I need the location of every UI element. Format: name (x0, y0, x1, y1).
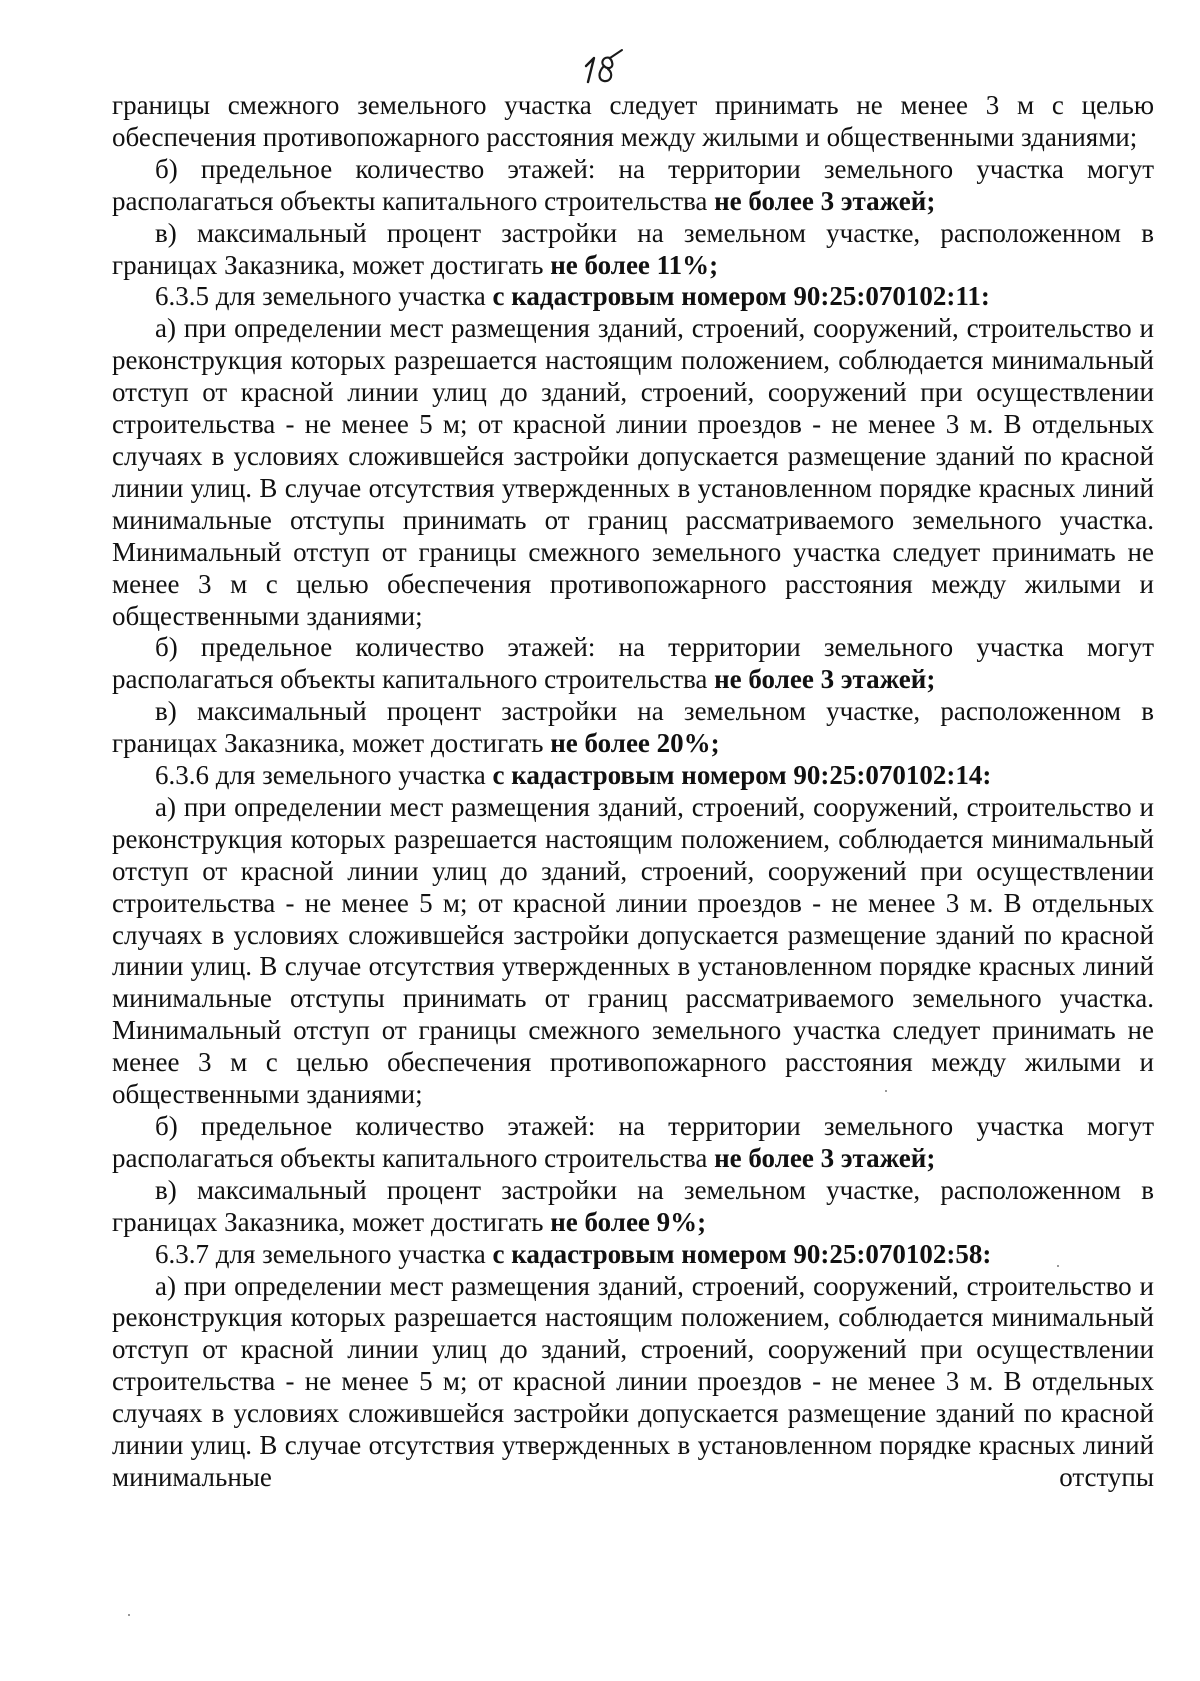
bold-text-run: не более 3 этажей; (714, 185, 936, 216)
text-run: в) максимальный процент застройки на земельном участке, расположенном в границах Заказника, может достигать (112, 696, 1154, 759)
text-run: а) при определении мест размещения зданий, строений, сооружений, строительство и реконструкция которых разрешается настоящим положением, соблюдается минимальный отступ от красной линии улиц до зданий, строений, сооружений при осуществлении строительства - не менее 5 м; от красной линии проездов - не менее 3 м. В отдельных случаях в условиях сложившейся застройки допускается размещение зданий по красной линии улиц. В случае отсутствия утвержденных в установленном порядке красных линий минимальные отступы принимать от границ рассматриваемого земельного участка. Минимальный отступ от границы смежного земельного участка следует принимать не менее 3 м с целью обеспечения противопожарного расстояния между жилыми и общественными зданиями; (112, 791, 1154, 1110)
paragraph (112, 696, 1154, 760)
scan-speck (128, 1614, 130, 1616)
paragraph (112, 281, 1154, 313)
paragraph (112, 1271, 1154, 1494)
paragraph (112, 792, 1154, 1111)
bold-text-run: с кадастровым номером 90:25:070102:11: (492, 281, 990, 312)
scan-speck (1057, 1265, 1059, 1267)
bold-text-run: с кадастровым номером 90:25:070102:14: (492, 760, 992, 791)
paragraph (112, 1175, 1154, 1239)
text-run: границы смежного земельного участка следует принимать не менее 3 м с целью обеспечения противопожарного расстояния между жилыми и общественными зданиями; (112, 90, 1154, 152)
text-run: 6.3.7 для земельного участка (155, 1238, 493, 1269)
handwritten-page-number (574, 44, 634, 88)
page-number (574, 44, 634, 88)
text-run: в) максимальный процент застройки на земельном участке, расположенном в границах Заказника, может достигать (112, 217, 1154, 280)
paragraph (112, 760, 1154, 792)
text-run: а) при определении мест размещения зданий, строений, сооружений, строительство и реконструкция которых разрешается настоящим положением, соблюдается минимальный отступ от красной линии улиц до зданий, строений, сооружений при осуществлении строительства - не менее 5 м; от красной линии проездов - не менее 3 м. В отдельных случаях в условиях сложившейся застройки допускается размещение зданий по красной линии улиц. В случае отсутствия утвержденных в установленном порядке красных линий минимальные отступы принимать от границ рассматриваемого земельного участка. Минимальный отступ от границы смежного земельного участка следует принимать не менее 3 м с целью обеспечения противопожарного расстояния между жилыми и общественными зданиями; (112, 313, 1154, 631)
paragraph (112, 90, 1154, 154)
bold-text-run: не более 3 этажей; (714, 1142, 936, 1173)
text-run: в) максимальный процент застройки на земельном участке, расположенном в границах Заказника, может достигать (112, 1174, 1154, 1237)
text-run: 6.3.5 для земельного участка (155, 281, 493, 312)
paragraph (112, 218, 1154, 282)
paragraph (112, 1239, 1154, 1271)
bold-text-run: с кадастровым номером 90:25:070102:58: (492, 1238, 992, 1269)
bold-text-run: не более 9%; (550, 1206, 707, 1237)
text-run: б) предельное количество этажей: на территории земельного участка могут располагаться объекты капитального строительства (112, 1111, 1154, 1173)
paragraph (112, 632, 1154, 696)
scan-speck (885, 1090, 887, 1092)
paragraph (112, 1111, 1154, 1175)
bold-text-run: не более 11%; (550, 249, 719, 280)
text-run: а) при определении мест размещения зданий, строений, сооружений, строительство и реконструкция которых разрешается настоящим положением, соблюдается минимальный отступ от красной линии улиц до зданий, строений, сооружений при осуществлении строительства - не менее 5 м; от красной линии проездов - не менее 3 м. В отдельных случаях в условиях сложившейся застройки допускается размещение зданий по красной линии улиц. В случае отсутствия утвержденных в установленном порядке красных линий минимальные отступы (112, 1270, 1154, 1492)
paragraph (112, 154, 1154, 218)
text-run: б) предельное количество этажей: на территории земельного участка могут располагаться объекты капитального строительства (112, 153, 1154, 216)
bold-text-run: не более 20%; (550, 728, 720, 759)
paragraph (112, 313, 1154, 632)
text-run: 6.3.6 для земельного участка (155, 760, 493, 791)
document-body (112, 90, 1154, 1494)
bold-text-run: не более 3 этажей; (714, 664, 936, 695)
text-run: б) предельное количество этажей: на территории земельного участка могут располагаться объекты капитального строительства (112, 632, 1154, 695)
